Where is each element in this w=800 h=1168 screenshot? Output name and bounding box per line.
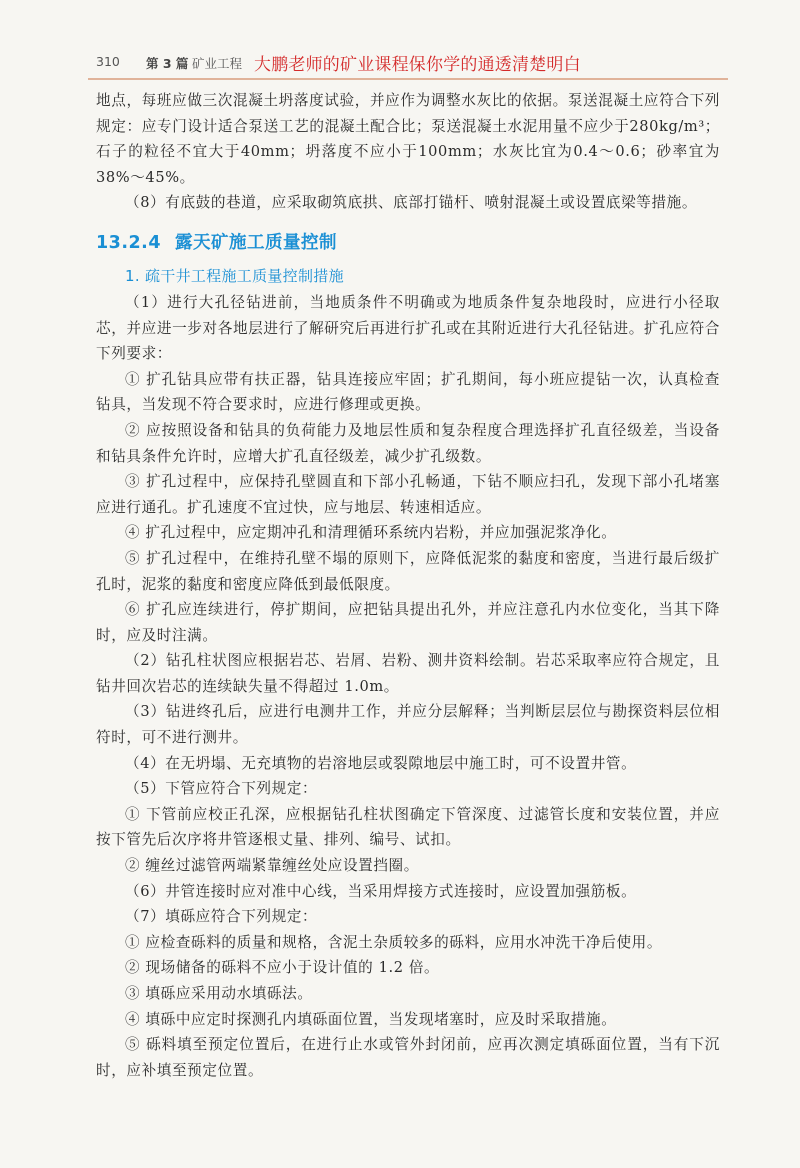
body-paragraph: ① 下管前应校正孔深，应根据钻孔柱状图确定下管深度、过滤管长度和安装位置，并应按下管先后次序将井管逐根丈量、排列、编号、试扣。 — [96, 805, 720, 849]
body-paragraph: （1）进行大孔径钻进前，当地质条件不明确或为地质条件复杂地段时，应进行小径取芯，并应进一步对各地层进行了解研究后再进行扩孔或在其附近进行大孔径钻进。扩孔应符合下列要求： — [96, 293, 720, 363]
section-title: 露天矿施工质量控制 — [175, 232, 338, 253]
page-body — [96, 88, 720, 1083]
body-paragraph: （2）钻孔柱状图应根据岩芯、岩屑、岩粉、测井资料绘制。岩芯采取率应符合规定，且钻井回次岩芯的连续缺失量不得超过 1.0m。 — [96, 652, 720, 695]
body-paragraph: ⑤ 扩孔过程中，在维持孔壁不塌的原则下，应降低泥浆的黏度和密度，当进行最后级扩孔时，泥浆的黏度和密度应降低到最低限度。 — [96, 549, 720, 593]
body-paragraph: ③ 扩孔过程中，应保持孔壁圆直和下部小孔畅通，下钻不顺应扫孔，发现下部小孔堵塞应进行通孔。扩孔速度不宜过快，应与地层、转速相适应。 — [96, 473, 720, 516]
intro-paragraph-continued: 地点，每班应做三次混凝土坍落度试验，并应作为调整水灰比的依据。泵送混凝土应符合下列规定：应专门设计适合泵送工艺的混凝土配合比；泵送混凝土水泥用量不应少于280kg/m³；石子的粒径不宜大于40mm；坍落度不应小于100mm；水灰比宜为0.4～0.6；砂率宜为38%～45%。 — [96, 92, 720, 186]
intro-paragraph: （8）有底鼓的巷道，应采取砌筑底拱、底部打锚杆、喷射混凝土或设置底梁等措施。 — [125, 194, 698, 212]
subsection-heading: 1. 疏干井工程施工质量控制措施 — [125, 266, 344, 285]
body-paragraph: （6）井管连接时应对准中心线，当采用焊接方式连接时，应设置加强筋板。 — [125, 882, 637, 900]
page-number: 310 — [96, 54, 120, 69]
body-paragraph: ④ 扩孔过程中，应定期冲孔和清理循环系统内岩粉，并应加强泥浆净化。 — [125, 524, 617, 542]
chapter-label: 第 3 篇 — [146, 56, 189, 71]
body-paragraph: ④ 填砾中应定时探测孔内填砾面位置，当发现堵塞时，应及时采取措施。 — [125, 1010, 617, 1028]
running-header — [88, 50, 728, 74]
body-paragraph: （3）钻进终孔后，应进行电测井工作，并应分层解释；当判断层层位与勘探资料层位相符时，可不进行测井。 — [96, 703, 720, 747]
body-paragraph: ⑤ 砾料填至预定位置后，在进行止水或管外封闭前，应再次测定填砾面位置，当有下沉时，应补填至预定位置。 — [96, 1036, 720, 1079]
topic-label: 矿业工程 — [192, 56, 243, 71]
section-number: 13.2.4 — [96, 232, 162, 253]
body-paragraph: （5）下管应符合下列规定： — [125, 780, 318, 798]
header-rule — [88, 78, 728, 80]
section-heading — [96, 230, 720, 256]
body-paragraph: ② 缠丝过滤管两端紧靠缠丝处应设置挡圈。 — [125, 857, 419, 875]
body-paragraph: ② 应按照设备和钻具的负荷能力及地层性质和复杂程度合理选择扩孔直径级差，当设备和钻具条件允许时，应增大扩孔直径级差，减少扩孔级数。 — [96, 421, 720, 465]
body-paragraph: ⑥ 扩孔应连续进行，停扩期间，应把钻具提出孔外，并应注意孔内水位变化，当其下降时，应及时注满。 — [96, 601, 720, 644]
watermark-text: 大鹏老师的矿业课程保你学的通透清楚明白 — [254, 55, 581, 75]
body-paragraph: ① 扩孔钻具应带有扶正器，钻具连接应牢固；扩孔期间，每小班应提钻一次，认真检查钻具，当发现不符合要求时，应进行修理或更换。 — [96, 370, 720, 414]
body-paragraph: （7）填砾应符合下列规定： — [125, 908, 318, 926]
body-paragraph: ② 现场储备的砾料不应小于设计值的 1.2 倍。 — [125, 959, 440, 977]
body-paragraph: ① 应检查砾料的质量和规格，含泥土杂质较多的砾料，应用水冲洗干净后使用。 — [125, 933, 663, 951]
body-paragraph: ③ 填砾应采用动水填砾法。 — [125, 985, 313, 1002]
body-paragraph: （4）在无坍塌、无充填物的岩溶地层或裂隙地层中施工时，可不设置井管。 — [125, 754, 637, 772]
